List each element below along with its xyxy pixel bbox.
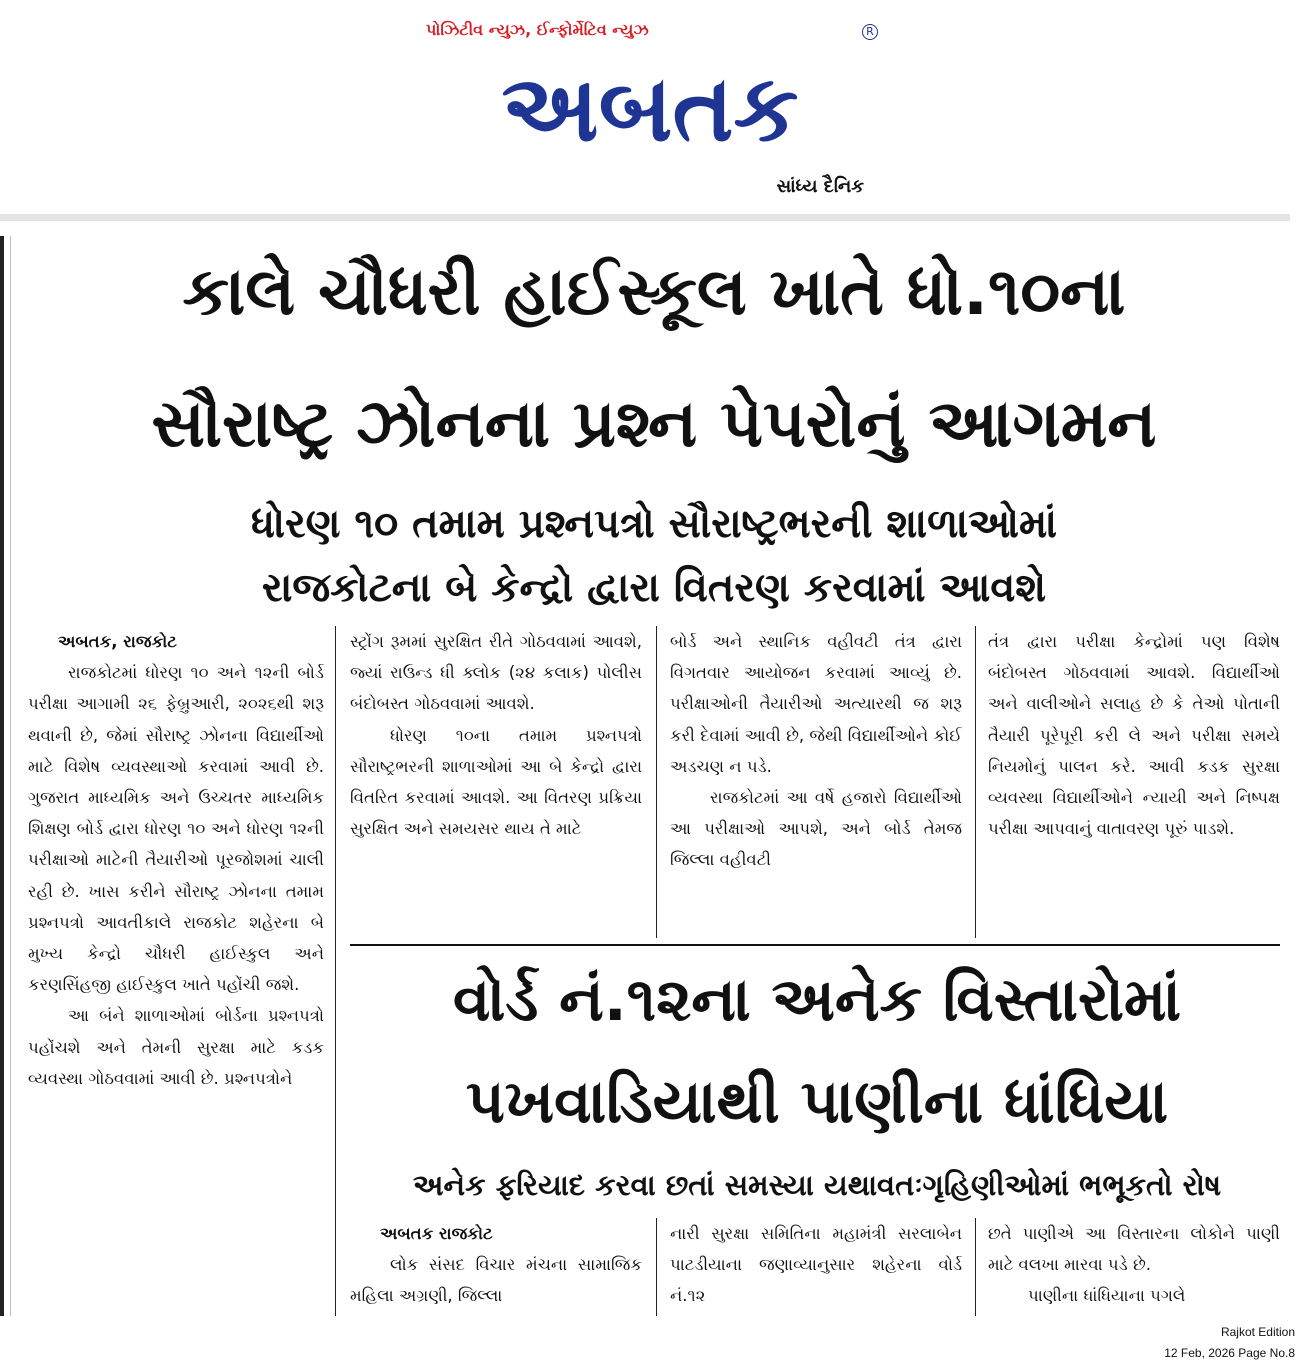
story2-col1-paragraph1: લોક સંસદ વિચાર મંચના સામાજિક મહિલા અગ્રણી, જિલ્લા bbox=[350, 1255, 642, 1306]
column-divider bbox=[656, 626, 657, 938]
story1-column-2 bbox=[350, 626, 642, 938]
story2-dateline: અબતક રાજકોટ bbox=[380, 1224, 493, 1243]
story2-headline-line1: વોર્ડ નં.૧૨ના અનેક વિસ્તારોમાં bbox=[452, 965, 1182, 1035]
column-divider bbox=[335, 626, 336, 1316]
column-divider bbox=[975, 1218, 976, 1316]
story1-headline-line1: કાલે ચૌધરી હાઈસ્કૂલ ખાતે ધો.૧૦ના bbox=[182, 253, 1126, 330]
column-divider bbox=[975, 626, 976, 938]
story1-col3-paragraph1: બોર્ડ અને સ્થાનિક વહીવટી તંત્ર દ્વારા વિગતવાર આયોજન કરવામાં આવ્યું છે. પરીક્ષાઓની તૈયારીઓ અત્યારથી જ શરૂ કરી દેવામાં આવી છે, જેથી વિદ્યાર્થીઓને કોઈ અડચણ ન પડે. bbox=[670, 632, 962, 776]
story2-col2-paragraph1: નારી સુરક્ષા સમિતિના મહામંત્રી સરલાબેન પાટડીયાના જણાવ્યાનુસાર શહેરના વોર્ડ નં.૧૨ bbox=[670, 1224, 962, 1306]
story1-col2-paragraph1: સ્ટ્રોંગ રૂમમાં સુરક્ષિત રીતે ગોઠવવામાં આવશે, જ્યાં રાઉન્ડ ધી ક્લોક (૨૪ કલાક) પોલીસ બંદોબસ્ત ગોઠવવામાં આવશે. bbox=[350, 632, 642, 714]
logo-text: અબતક bbox=[501, 55, 799, 162]
page-footer bbox=[1164, 1322, 1295, 1364]
registered-trademark-icon: R bbox=[862, 24, 878, 40]
story1-col2-paragraph2: ધોરણ ૧૦ના તમામ પ્રશ્નપત્રો સૌરાષ્ટ્રભરની શાળાઓમાં આ બે કેન્દ્રો દ્વારા વિતરિત કરવામાં આવશે. આ વિતરણ પ્રક્રિયા સુરક્ષિત અને સમયસર થાય તે માટે bbox=[350, 725, 642, 839]
story1-column-4 bbox=[988, 626, 1280, 938]
story2-col3-paragraph1: છતે પાણીએ આ વિસ્તારના લોકોને પાણી માટે વલખા મારવા પડે છે. bbox=[988, 1224, 1280, 1275]
story-divider bbox=[350, 944, 1280, 946]
page-left-border-thin bbox=[10, 236, 11, 1316]
masthead bbox=[420, 14, 890, 210]
page-left-border bbox=[0, 236, 4, 1316]
story2-subhead: અનેક ફરિયાદ કરવા છતાં સમસ્યા યથાવતઃગૃહિણીઓમાં ભભૂકતો રોષ bbox=[412, 1168, 1222, 1202]
story1-subhead-line1: ધોરણ ૧૦ તમામ પ્રશ્નપત્રો સૌરાષ્ટ્રભરની શાળાઓમાં bbox=[251, 501, 1057, 547]
story1-col1-paragraph1: રાજકોટમાં ધોરણ ૧૦ અને ૧૨ની બોર્ડ પરીક્ષા આગામી ૨૬ ફેબ્રુઆરી, ૨૦૨૬થી શરૂ થવાની છે, જેમાં સૌરાષ્ટ્ર ઝોનના વિદ્યાર્થીઓ માટે વિશેષ વ્યવસ્થાઓ કરવામાં આવી છે. ગુજરાત માધ્યમિક અને ઉચ્ચતર માધ્યમિક શિક્ષણ બોર્ડ દ્વારા ધોરણ ૧૦ અને ધોરણ ૧૨ની પરીક્ષાઓ માટેની તૈયારીઓ પૂરજોશમાં ચાલી રહી છે. ખાસ કરીને સૌરાષ્ટ્ર ઝોનના તમામ પ્રશ્નપત્રો આવતીકાલે રાજકોટ શહેરના બે મુખ્ય કેન્દ્રો ચૌધરી હાઈસ્કુલ અને કરણસિંહજી હાઈસ્કુલ ખાતે પહોંચી જશે. bbox=[28, 663, 324, 995]
story1-headline-line2: સૌરાષ્ટ્ર ઝોનના પ્રશ્ન પેપરોનું આગમન bbox=[151, 385, 1157, 462]
story2-column-3 bbox=[988, 1218, 1280, 1316]
story2-column-2 bbox=[670, 1218, 962, 1316]
story1-column-3 bbox=[670, 626, 962, 938]
date-page-label: 12 Feb, 2026 Page No.8 bbox=[1164, 1346, 1295, 1360]
story2-headline-line2: પખવાડિયાથી પાણીના ધાંધિયા bbox=[465, 1067, 1169, 1137]
masthead-tagline: પોઝિટીવ ન્યુઝ, ઈન્ફોર્મેટિવ ન્યુઝ bbox=[426, 20, 649, 39]
story1-subhead-line2: રાજકોટના બે કેન્દ્રો દ્વારા વિતરણ કરવામાં આવશે bbox=[261, 565, 1047, 611]
story1-col3-paragraph2: રાજકોટમાં આ વર્ષે હજારો વિદ્યાર્થીઓ આ પરીક્ષાઓ આપશે, અને બોર્ડ તેમજ જિલ્લા વહીવટી bbox=[670, 788, 962, 870]
newspaper-logo bbox=[420, 44, 880, 176]
story2-col3-paragraph2: પાણીના ધાંધિયાના પગલે bbox=[1028, 1286, 1186, 1306]
story1-col4-paragraph1: તંત્ર દ્વારા પરીક્ષા કેન્દ્રોમાં પણ વિશેષ બંદોબસ્ત ગોઠવવામાં આવશે. વિદ્યાર્થીઓ અને વાલીઓને સલાહ છે કે તેઓ પોતાની તૈયારી પૂરેપૂરી કરી લે અને પરીક્ષા સમયે નિયમોનું પાલન કરે. આવી કડક સુરક્ષા વ્યવસ્થા વિદ્યાર્થીઓને ન્યાયી અને નિષ્પક્ષ પરીક્ષા આપવાનું વાતાવરણ પૂરું પાડશે. bbox=[988, 632, 1280, 839]
story1-dateline: અબતક, રાજકોટ bbox=[58, 632, 177, 651]
edition-label: Rajkot Edition bbox=[1220, 1325, 1295, 1339]
story2-column-1 bbox=[350, 1218, 642, 1316]
masthead-divider bbox=[0, 214, 1290, 221]
story1-column-1 bbox=[28, 626, 324, 1316]
column-divider bbox=[656, 1218, 657, 1316]
story1-col1-paragraph2: આ બંને શાળાઓમાં બોર્ડના પ્રશ્નપત્રો પહોંચશે અને તેમની સુરક્ષા માટે કડક વ્યવસ્થા ગોઠવવામાં આવી છે. પ્રશ્નપત્રોને bbox=[28, 1006, 324, 1088]
masthead-subtitle: સાંધ્ય દૈનિક bbox=[776, 176, 864, 197]
